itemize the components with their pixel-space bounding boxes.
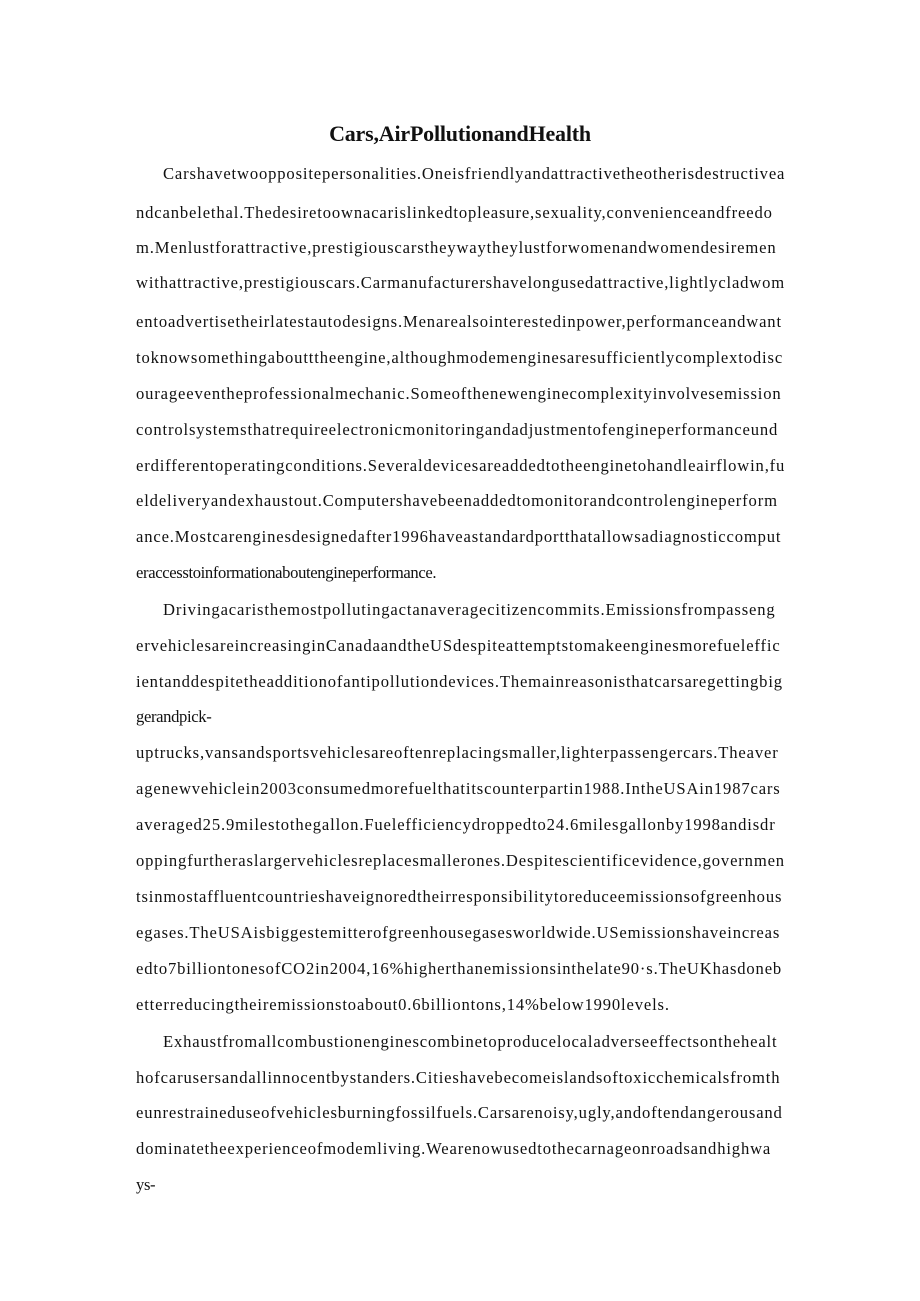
text-line: hofcarusersandallinnocentbystanders.Citieshavebecomeislandsoftoxicchemicalsfromth: [136, 1068, 781, 1087]
text-line: entoadvertisetheirlatestautodesigns.Menarealsointerestedinpower,performanceandwant: [136, 312, 782, 331]
text-line: tsinmostaffluentcountrieshaveignoredtheirresponsibilitytoreduceemissionsofgreenhous: [136, 887, 783, 906]
text-line: ientanddespitetheadditionofantipollutiondevices.Themainreasonisthatcarsaregettingbig: [136, 672, 783, 691]
text-line: dominatetheexperienceofmodemliving.Wearenowusedtothecarnageonroadsandhighwa: [136, 1139, 772, 1158]
text-line: eraccesstoinformationaboutengineperformance.: [136, 563, 437, 582]
text-line: ourageeventheprofessionalmechanic.Someofthenewenginecomplexityinvolvesemission: [136, 384, 782, 403]
text-line: agenewvehiclein2003consumedmorefuelthatitscounterpartin1988.IntheUSAin1987cars: [136, 779, 781, 798]
text-line: averaged25.9milestothegallon.Fuelefficiencydroppedto24.6milesgallonby1998andisdr: [136, 815, 776, 834]
text-line: ervehiclesareincreasinginCanadaandtheUSdespiteattemptstomakeenginesmorefueleffic: [136, 636, 781, 655]
text-line: controlsystemsthatrequireelectronicmonitoringandadjustmentofengineperformanceund: [136, 420, 779, 439]
text-line: gerandpick-: [136, 707, 212, 726]
text-line: eldeliveryandexhaustout.Computershavebeenaddedtomonitorandcontrolengineperform: [136, 491, 778, 510]
text-line: uptrucks,vansandsportsvehiclesareoftenreplacingsmaller,lighterpassengercars.Theaver: [136, 743, 779, 762]
text-line: ance.Mostcarenginesdesignedafter1996haveastandardportthatallowsadiagnosticcomput: [136, 527, 782, 546]
text-line: Carshavetwooppositepersonalities.Oneisfriendlyandattractivetheotherisdestructivea: [163, 164, 786, 183]
text-line: withattractive,prestigiouscars.Carmanufacturershavelongusedattractive,lightlycladwom: [136, 273, 785, 292]
text-line: erdifferentoperatingconditions.Severaldevicesareaddedtotheenginetohandleairflowin,fu: [136, 456, 786, 475]
text-line: eunrestraineduseofvehiclesburningfossilfuels.Carsarenoisy,ugly,andoftendangerousand: [136, 1103, 783, 1122]
page-title: Cars,AirPollutionandHealth: [329, 121, 591, 146]
text-line: oppingfurtheraslargervehiclesreplacesmallerones.Despitescientificevidence,governmen: [136, 851, 785, 870]
text-line: Exhaustfromallcombustionenginescombinetoproducelocaladverseeffectsonthehealt: [163, 1032, 778, 1051]
text-line: egases.TheUSAisbiggestemitterofgreenhousegasesworldwide.USemissionshaveincreas: [136, 923, 781, 942]
text-line: ndcanbelethal.Thedesiretoownacarislinkedtopleasure,sexuality,convenienceandfreedo: [136, 203, 773, 222]
text-line: toknowsomethingaboutttheengine,althoughmodemenginesaresufficientlycomplextodisc: [136, 348, 784, 367]
text-line: Drivingacaristhemostpollutingactanaveragecitizencommits.Emissionsfrompasseng: [163, 600, 776, 619]
text-line: etterreducingtheiremissionstoabout0.6billiontons,14%below1990levels.: [136, 995, 670, 1014]
text-line: edto7billiontonesofCO2in2004,16%higherthanemissionsinthelate90·s.TheUKhasdoneb: [136, 959, 783, 978]
text-line: m.Menlustforattractive,prestigiouscarstheywaytheylustforwomenandwomendesiremen: [136, 238, 777, 257]
text-line: ys-: [136, 1175, 156, 1194]
